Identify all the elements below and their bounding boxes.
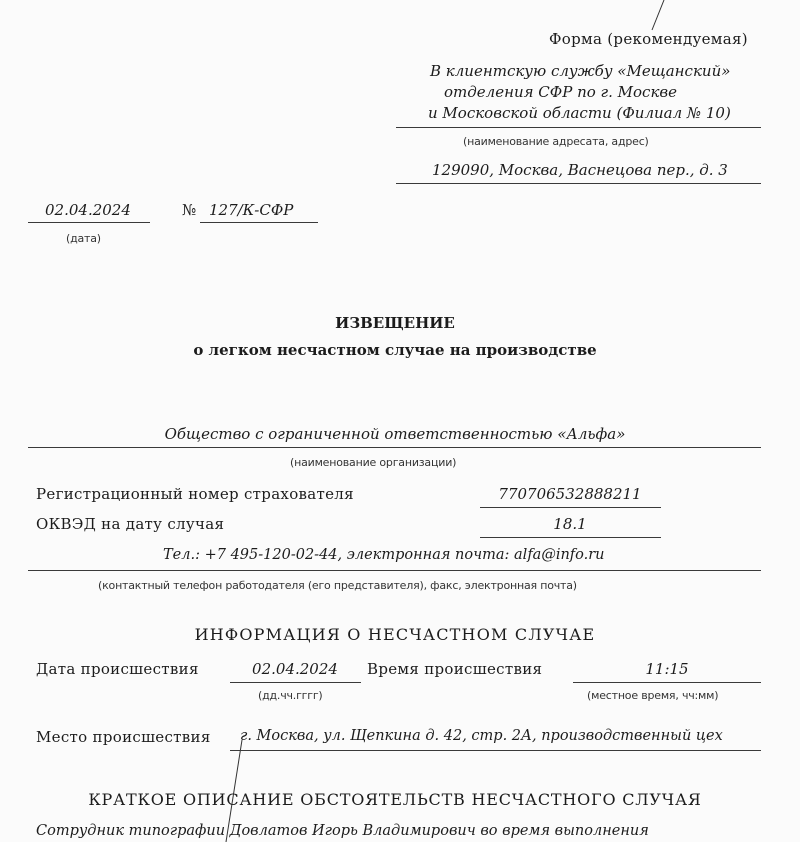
organization-name: Общество с ограниченной ответственностью «Альфа» — [164, 425, 626, 443]
addressee-line-3: и Московской области (Филиал № 10) — [428, 104, 731, 122]
incident-time-caption: (местное время, чч:мм) — [587, 689, 719, 702]
incident-date-underline — [230, 682, 361, 683]
address-value: 129090, Москва, Васнецова пер., д. 3 — [432, 161, 728, 179]
okved-label: ОКВЭД на дату случая — [36, 515, 225, 533]
description-text-line-1: Сотрудник типографии Довлатов Игорь Владимирович во время выполнения — [36, 823, 649, 839]
document-date: 02.04.2024 — [45, 201, 131, 219]
document-subtitle: о легком несчастном случае на производстве — [193, 341, 597, 359]
registration-label: Регистрационный номер страхователя — [36, 485, 354, 503]
organization-underline — [28, 447, 761, 448]
document-date-underline — [28, 222, 150, 223]
incident-time-value: 11:15 — [645, 660, 689, 678]
registration-underline — [480, 507, 661, 508]
number-sign: № — [182, 201, 197, 219]
address-underline — [396, 183, 761, 184]
contacts-underline — [28, 570, 761, 571]
addressee-caption: (наименование адресата, адрес) — [463, 135, 649, 148]
incident-date-value: 02.04.2024 — [252, 660, 338, 678]
addressee-underline — [396, 127, 761, 128]
incident-place-value: г. Москва, ул. Щепкина д. 42, стр. 2А, производственный цех — [240, 728, 723, 744]
registration-value: 770706532888211 — [498, 485, 642, 503]
document-number: 127/К-СФР — [209, 201, 294, 219]
organization-caption: (наименование организации) — [290, 456, 457, 469]
incident-time-underline — [573, 682, 761, 683]
incident-time-label: Время происшествия — [367, 660, 543, 678]
incident-date-label: Дата происшествия — [36, 660, 199, 678]
incident-date-caption: (дд.чч.гггг) — [258, 689, 323, 702]
okved-value: 18.1 — [553, 515, 587, 533]
contacts-caption: (контактный телефон работодателя (его представителя), факс, электронная почта) — [98, 579, 577, 592]
incident-place-label: Место происшествия — [36, 728, 211, 746]
document-number-underline — [200, 222, 318, 223]
incident-section-title: ИНФОРМАЦИЯ О НЕСЧАСТНОМ СЛУЧАЕ — [194, 625, 596, 644]
incident-place-underline — [230, 750, 761, 751]
addressee-line-2: отделения СФР по г. Москве — [444, 83, 678, 101]
description-section-title: КРАТКОЕ ОПИСАНИЕ ОБСТОЯТЕЛЬСТВ НЕСЧАСТНОГО СЛУЧАЯ — [88, 790, 702, 809]
form-label: Форма (рекомендуемая) — [549, 30, 748, 48]
contacts-value: Тел.: +7 495-120-02-44, электронная почта: alfa@info.ru — [163, 547, 605, 563]
addressee-line-1: В клиентскую службу «Мещанский» — [430, 62, 731, 80]
document-date-caption: (дата) — [66, 232, 101, 245]
okved-underline — [480, 537, 661, 538]
document-title: ИЗВЕЩЕНИЕ — [335, 314, 455, 332]
